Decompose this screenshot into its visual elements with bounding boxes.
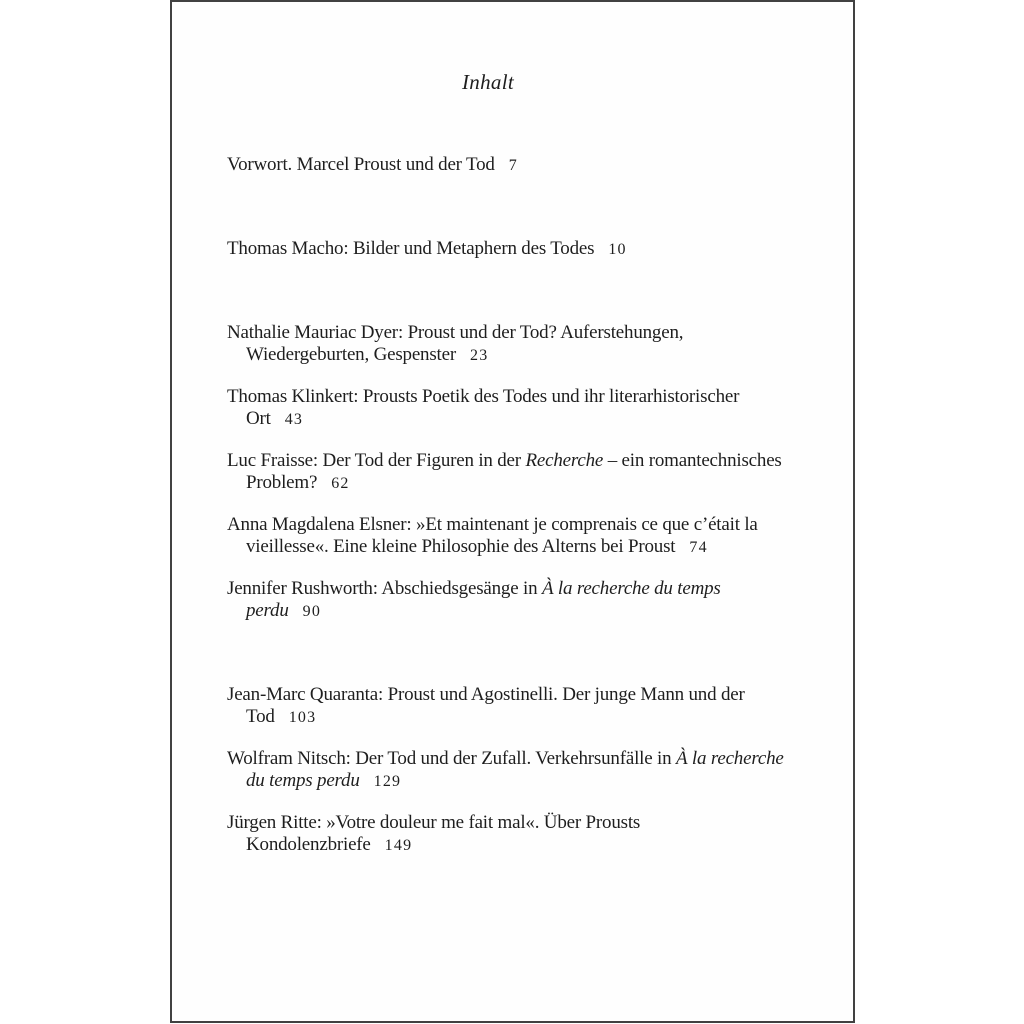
page-number: 90 [302, 603, 322, 620]
toc-line [227, 450, 782, 472]
page-number: 149 [384, 837, 413, 854]
toc-page [170, 0, 855, 1023]
page-number: 74 [689, 539, 708, 556]
page-number: 43 [284, 411, 304, 428]
toc-text: vieillesse«. Eine kleine Philosophie des Alterns bei Proust [246, 536, 676, 557]
page-number: 103 [288, 709, 317, 726]
toc-line [227, 344, 749, 367]
toc-line [227, 578, 749, 600]
toc-line [227, 600, 749, 623]
toc-line [227, 386, 749, 408]
toc-text: Thomas Macho: Bilder und Metaphern des Todes [227, 238, 595, 259]
toc-text: Jean-Marc Quaranta: Proust und Agostinelli. Der junge Mann und der [227, 684, 745, 705]
toc-text: Luc Fraisse: Der Tod der Figuren in der [227, 450, 526, 471]
toc-entry [227, 514, 758, 559]
toc-textblock [227, 70, 784, 857]
toc-text: Vorwort. Marcel Proust und der Tod [227, 154, 495, 175]
toc-entry [227, 578, 749, 623]
toc-line [227, 834, 749, 857]
toc-line [227, 706, 749, 729]
toc-entry [227, 748, 784, 793]
toc-text: Thomas Klinkert: Prousts Poetik des Todes und ihr literarhistorischer [227, 386, 740, 407]
toc-entry [227, 238, 749, 261]
toc-entry [227, 386, 749, 431]
toc-text: Anna Magdalena Elsner: »Et maintenant je comprenais ce que c’était la [227, 514, 758, 535]
toc-text-italic: du temps perdu [246, 770, 360, 791]
toc-text: Jennifer Rushworth: Abschiedsgesänge in [227, 578, 542, 599]
toc-entry [227, 684, 749, 729]
toc-text: Jürgen Ritte: »Votre douleur me fait mal«. Über Prousts [227, 812, 641, 833]
toc-text: Wolfram Nitsch: Der Tod und der Zufall. Verkehrsunfälle in [227, 748, 676, 769]
toc-text-italic: À la recherche du temps [541, 578, 721, 599]
page-number: 7 [508, 157, 518, 174]
toc-line [227, 684, 749, 706]
toc-line [227, 408, 749, 431]
page-number: 62 [331, 475, 350, 492]
toc-text: Kondolenzbriefe [246, 834, 371, 855]
toc-line [227, 154, 749, 177]
toc-text: Ort [246, 408, 271, 429]
toc-text-italic: Recherche [525, 450, 604, 471]
toc-entry [227, 812, 749, 857]
toc-line [227, 748, 784, 770]
toc-text-italic: À la recherche [675, 748, 784, 769]
toc-text: – ein romantechnisches [603, 450, 782, 471]
page-number: 129 [373, 773, 402, 790]
toc-line [227, 770, 749, 793]
toc-line [227, 472, 749, 495]
toc-text: Problem? [246, 472, 318, 493]
toc-entry [227, 450, 782, 495]
toc-line [227, 812, 749, 834]
toc-line [227, 238, 749, 261]
toc-entry [227, 322, 749, 367]
toc-text: Tod [246, 706, 275, 727]
page-title: Inhalt [462, 70, 514, 94]
toc-line [227, 514, 758, 536]
page-number: 23 [470, 347, 489, 364]
toc-entries [227, 154, 784, 857]
toc-line [227, 536, 749, 559]
toc-entry [227, 154, 749, 177]
toc-text: Wiedergeburten, Gespenster [246, 344, 456, 365]
toc-line [227, 322, 749, 344]
page-number: 10 [608, 241, 627, 258]
toc-text: Nathalie Mauriac Dyer: Proust und der Tod? Auferstehungen, [227, 322, 684, 343]
toc-text-italic: perdu [246, 600, 289, 621]
